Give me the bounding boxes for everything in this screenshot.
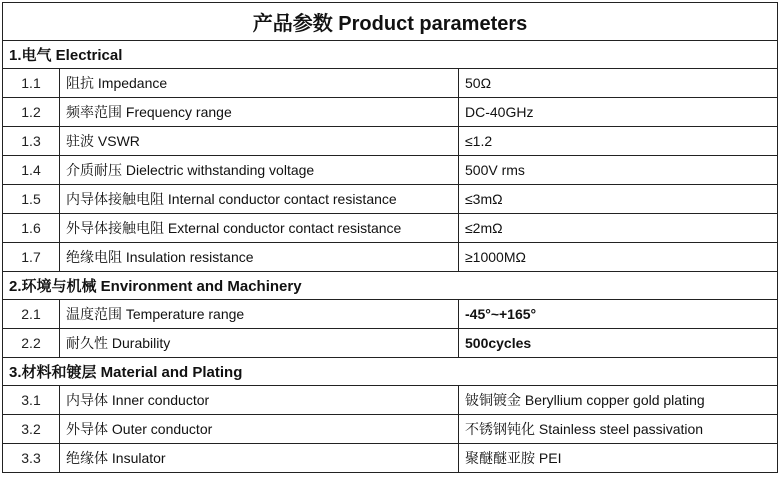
parameter-name: 绝缘体 Insulator	[60, 444, 459, 473]
parameter-value: 500V rms	[459, 156, 778, 185]
parameter-name: 内导体 Inner conductor	[60, 386, 459, 415]
row-number: 3.1	[3, 386, 60, 415]
parameter-name: 驻波 VSWR	[60, 127, 459, 156]
parameter-name: 外导体 Outer conductor	[60, 415, 459, 444]
table-row	[3, 127, 778, 156]
section-heading-row	[3, 272, 778, 300]
parameter-value: DC-40GHz	[459, 98, 778, 127]
parameter-name: 阻抗 Impedance	[60, 69, 459, 98]
row-number: 1.6	[3, 214, 60, 243]
row-number: 1.7	[3, 243, 60, 272]
parameter-value: 500cycles	[459, 329, 778, 358]
parameter-value: 不锈钢钝化 Stainless steel passivation	[459, 415, 778, 444]
row-number: 1.5	[3, 185, 60, 214]
table-row	[3, 415, 778, 444]
row-number: 2.2	[3, 329, 60, 358]
row-number: 1.3	[3, 127, 60, 156]
section-heading-electrical: 1.电气 Electrical	[3, 41, 778, 69]
table-row	[3, 185, 778, 214]
parameter-name: 温度范围 Temperature range	[60, 300, 459, 329]
row-number: 1.1	[3, 69, 60, 98]
parameter-value: 50Ω	[459, 69, 778, 98]
parameter-name: 外导体接触电阻 External conductor contact resistance	[60, 214, 459, 243]
section-heading-material: 3.材料和镀层 Material and Plating	[3, 358, 778, 386]
row-number: 1.2	[3, 98, 60, 127]
parameter-value: -45°~+165°	[459, 300, 778, 329]
parameter-name: 频率范围 Frequency range	[60, 98, 459, 127]
row-number: 3.2	[3, 415, 60, 444]
row-number: 2.1	[3, 300, 60, 329]
table-row	[3, 444, 778, 473]
table-row	[3, 214, 778, 243]
table-row	[3, 329, 778, 358]
parameter-name: 绝缘电阻 Insulation resistance	[60, 243, 459, 272]
title-row	[3, 3, 778, 41]
table-row	[3, 243, 778, 272]
product-parameters-table	[2, 2, 778, 473]
row-number: 3.3	[3, 444, 60, 473]
parameter-value: 铍铜镀金 Beryllium copper gold plating	[459, 386, 778, 415]
section-heading-row	[3, 358, 778, 386]
section-heading-environment: 2.环境与机械 Environment and Machinery	[3, 272, 778, 300]
parameter-value: ≤2mΩ	[459, 214, 778, 243]
parameter-name: 介质耐压 Dielectric withstanding voltage	[60, 156, 459, 185]
parameter-name: 内导体接触电阻 Internal conductor contact resistance	[60, 185, 459, 214]
table-row	[3, 156, 778, 185]
table-row	[3, 386, 778, 415]
table-title: 产品参数 Product parameters	[3, 3, 778, 41]
table-row	[3, 98, 778, 127]
parameter-value: ≥1000MΩ	[459, 243, 778, 272]
table-row	[3, 69, 778, 98]
parameter-value: ≤1.2	[459, 127, 778, 156]
table-row	[3, 300, 778, 329]
row-number: 1.4	[3, 156, 60, 185]
parameter-value: ≤3mΩ	[459, 185, 778, 214]
parameter-value: 聚醚醚亚胺 PEI	[459, 444, 778, 473]
parameter-name: 耐久性 Durability	[60, 329, 459, 358]
section-heading-row	[3, 41, 778, 69]
